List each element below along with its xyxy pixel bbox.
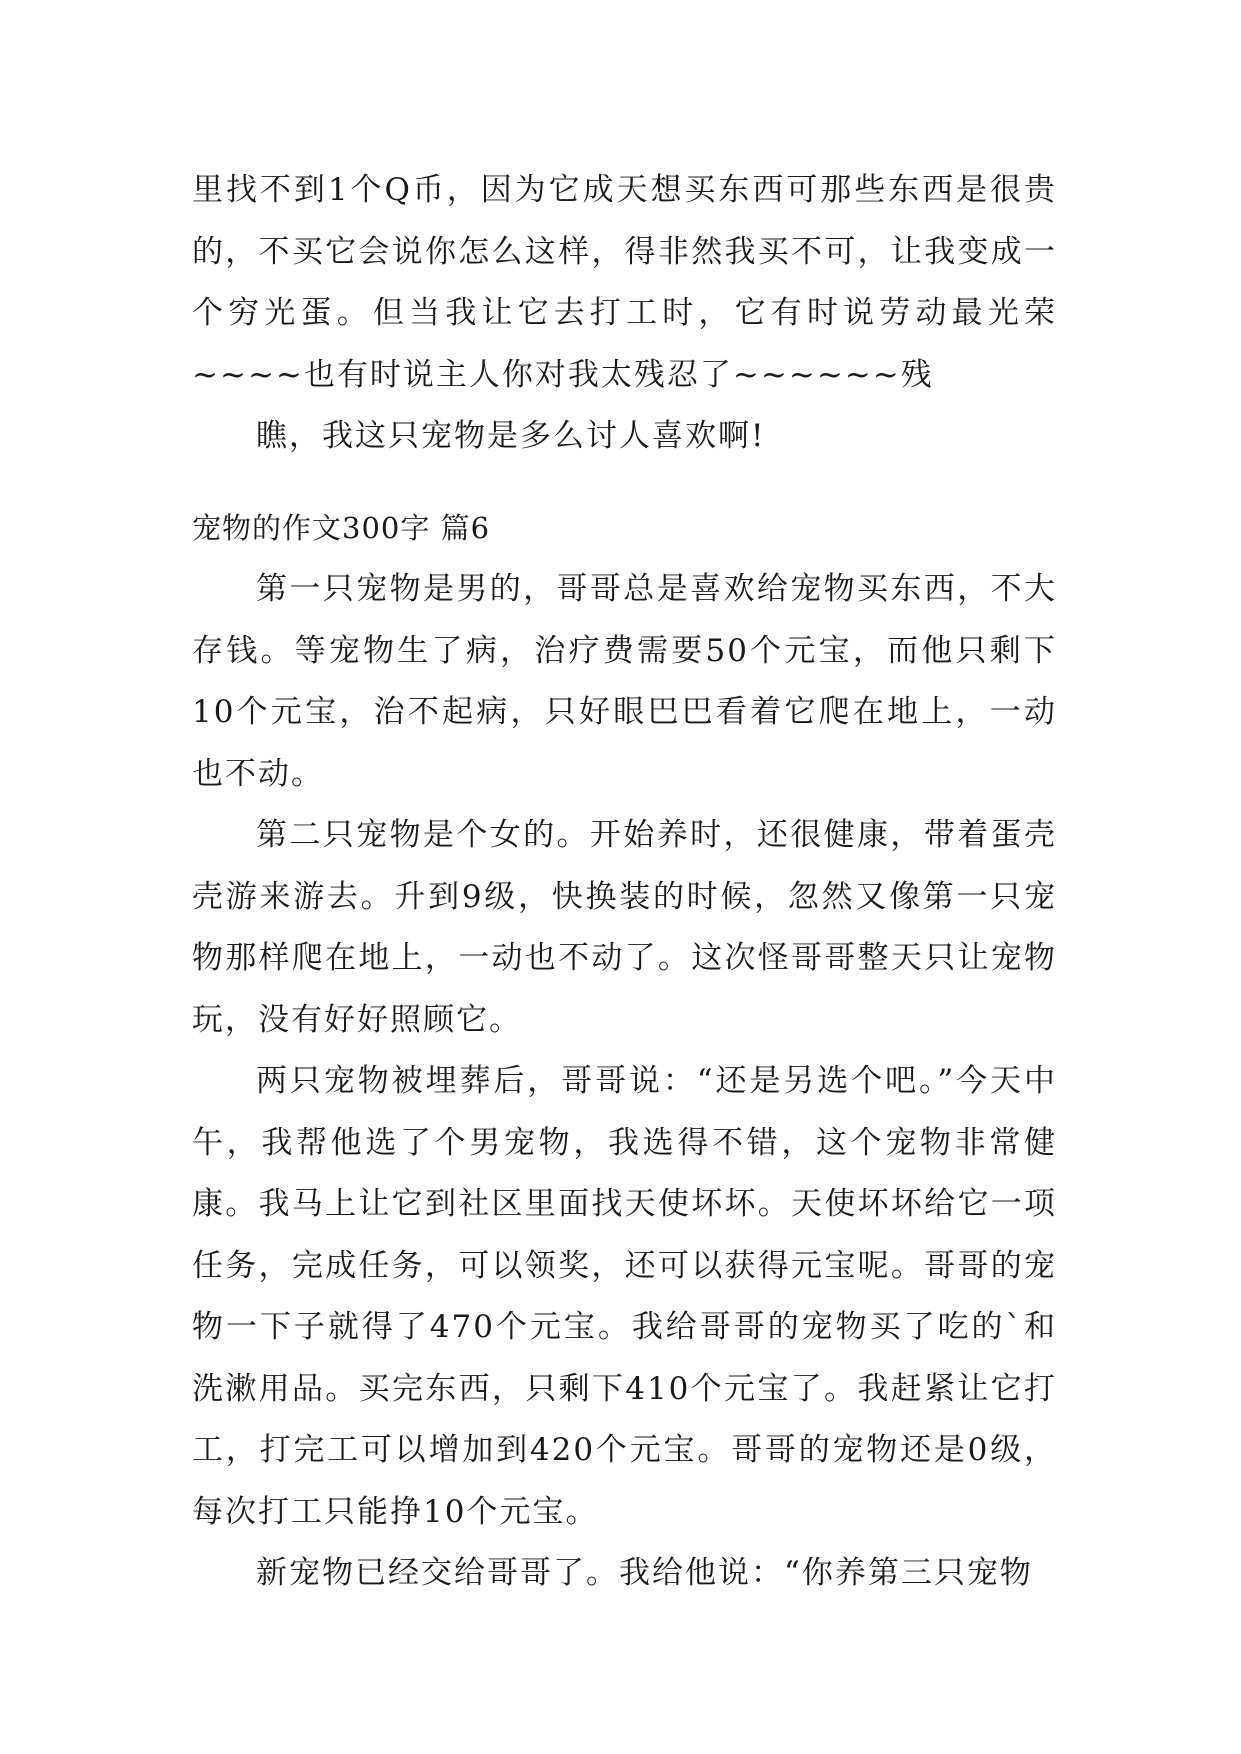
paragraph-new-pet: 两只宠物被埋葬后，哥哥说：“还是另选个吧。”今天中午，我帮他选了个男宠物，我选得不错，这个宠物非常健康。我马上让它到社区里面找天使坏坏。天使坏坏给它一项任务，完成任务，可以领奖，还可以获得元宝呢。哥哥的宠物一下子就得了470个元宝。我给哥哥的宠物买了吃的`和洗漱用品。买完东西，只剩下410个元宝了。我赶紧让它打工，打完工可以增加到420个元宝。哥哥的宠物还是0级，每次打工只能挣10个元宝。 <box>192 1063 1057 1530</box>
paragraph-first-pet: 第一只宠物是男的，哥哥总是喜欢给宠物买东西，不大存钱。等宠物生了病，治疗费需要50个元宝，而他只剩下10个元宝，治不起病，只好眼巴巴看着它爬在地上，一动也不动。 <box>192 571 1057 792</box>
paragraph-continued: 里找不到1个Q币，因为它成天想买东西可那些东西是很贵的，不买它会说你怎么这样，得非然我买不可，让我变成一个穷光蛋。但当我让它去打工时，它有时说劳动最光荣~~~~也有时说主人你对我太残忍了~~~~~~残 <box>192 172 1057 393</box>
paragraph-second-pet: 第二只宠物是个女的。开始养时，还很健康，带着蛋壳壳游来游去。升到9级，快换装的时候，忽然又像第一只宠物那样爬在地上，一动也不动了。这次怪哥哥整天只让宠物玩，没有好好照顾它。 <box>192 817 1057 1038</box>
paragraph-handover: 新宠物已经交给哥哥了。我给他说：“你养第三只宠物 <box>256 1555 1033 1591</box>
section-heading: 宠物的作文300字 篇6 <box>192 510 491 545</box>
document-body <box>192 160 1057 1605</box>
paragraph-closing: 瞧，我这只宠物是多么讨人喜欢啊! <box>256 418 766 454</box>
